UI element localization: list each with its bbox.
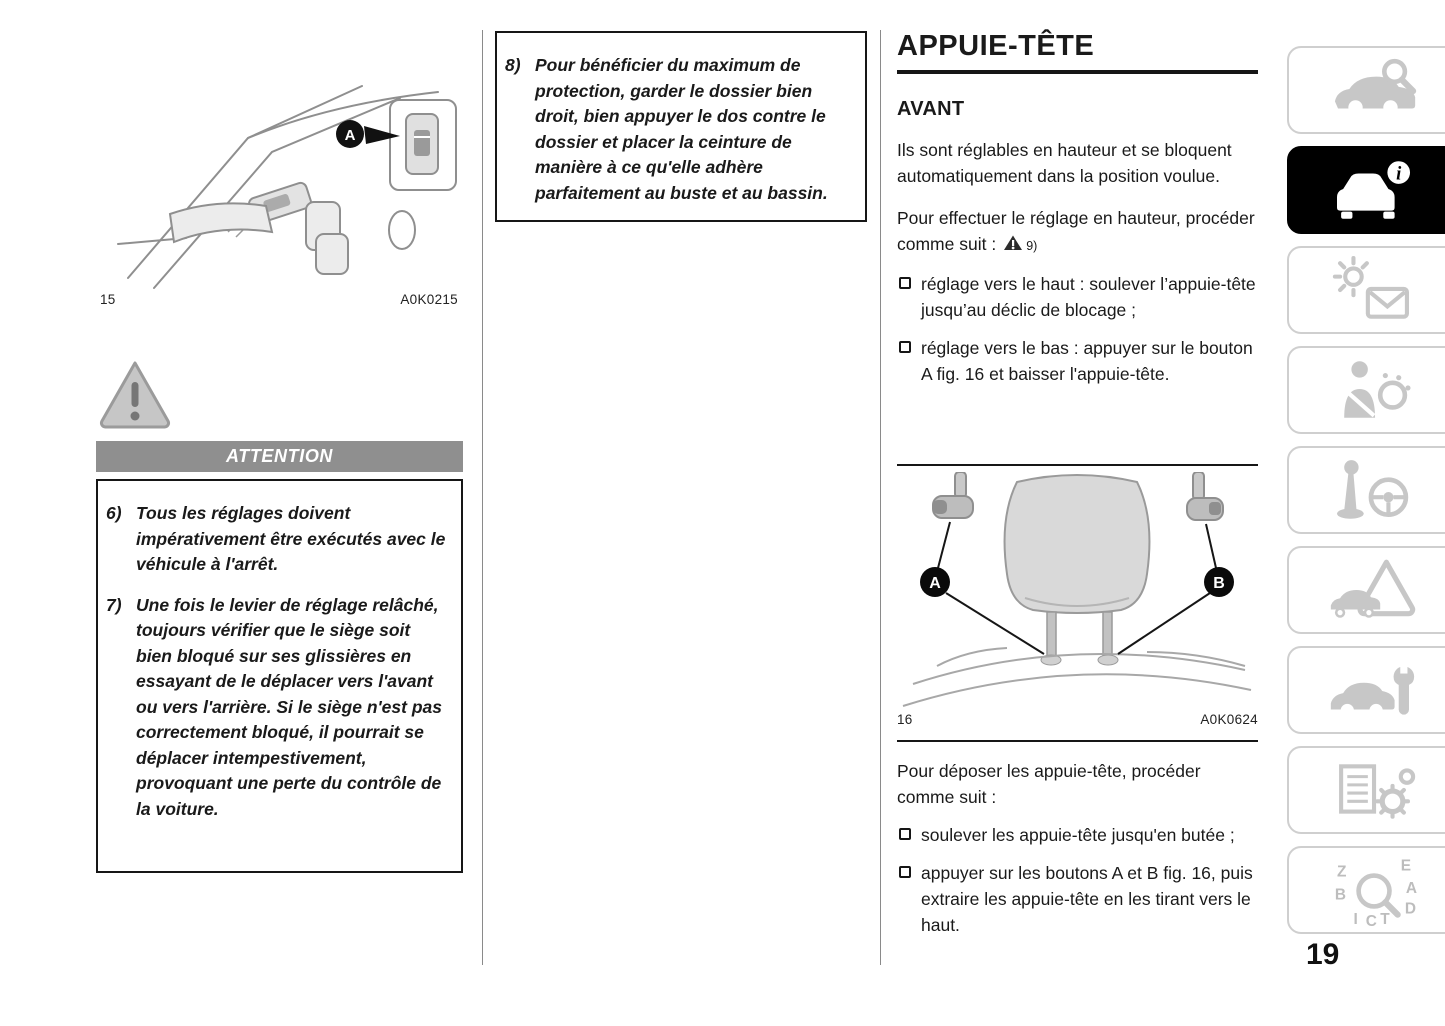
list-item (897, 860, 1258, 938)
index-letter: D (1404, 900, 1417, 918)
gearshift-steering-icon (1325, 454, 1421, 526)
list-item (897, 822, 1258, 848)
figure-16-headrest-illustration (897, 472, 1258, 708)
list-item (897, 335, 1258, 387)
figure-16-caption (897, 712, 1258, 727)
attention-title: ATTENTION (225, 446, 334, 466)
column-divider-left (482, 30, 483, 965)
figure16-label-b: B (1213, 575, 1225, 592)
list-item (897, 271, 1258, 323)
title-underline (897, 70, 1258, 74)
figure-15-number: 15 (100, 292, 116, 307)
sidebar-tab-starting-driving[interactable] (1287, 446, 1445, 534)
warning-item-8 (505, 53, 853, 206)
index-letter: B (1334, 886, 1347, 904)
warning-number: 6) (106, 503, 122, 523)
warning-triangle-icon (98, 358, 172, 432)
attention-header (96, 441, 463, 472)
page-number: 19 (1306, 938, 1340, 971)
sidebar-tab-index[interactable] (1287, 846, 1445, 934)
car-info-icon (1325, 154, 1421, 226)
emergency-triangle-icon (1325, 554, 1421, 626)
small-warning-triangle-icon (1003, 234, 1023, 252)
car-search-icon (1325, 54, 1421, 126)
technical-data-icon (1325, 754, 1421, 826)
lights-messages-icon (1325, 254, 1421, 326)
warning-number: 7) (106, 594, 122, 615)
sidebar-tab-dashboard-info[interactable] (1287, 146, 1445, 234)
figure16-label-a: A (929, 575, 941, 592)
warning-item-6 (106, 501, 449, 578)
figure-15-code: A0K0215 (400, 292, 458, 307)
index-letter: E (1400, 857, 1412, 875)
paragraph-with-note (897, 205, 1258, 259)
note-reference: 9) (1026, 238, 1038, 253)
headrest-body (1005, 475, 1150, 613)
index-letter: Z (1337, 863, 1347, 881)
square-bullet-icon (899, 277, 911, 289)
warning-text: Une fois le levier de réglage relâché, toujours vérifier que le siège soit bien bloqué sur ses glissières en essayant de le déplacer vers l'avant ou vers l'arrière. Si le siège n'est pas correctement bloqué, il pourrait se déplacer intempestivement, provoquant une perte du contrôle de la voiture. (136, 594, 442, 819)
section-title: APPUIE-TÊTE (897, 30, 1095, 62)
main-content-column (897, 30, 1258, 387)
sidebar-tab-emergency[interactable] (1287, 546, 1445, 634)
sidebar-tab-technical-data[interactable] (1287, 746, 1445, 834)
index-letter: C (1365, 913, 1377, 926)
figure-15-seat-belt-illustration (100, 42, 460, 290)
figure-16-top-rule (897, 464, 1258, 466)
paragraph: Pour déposer les appuie-tête, procéder comme suit : (897, 761, 1201, 807)
figure-15-caption (100, 292, 458, 307)
main-content-bottom (897, 758, 1258, 938)
paragraph-text: Pour effectuer le réglage en hauteur, procéder comme suit : (897, 207, 1255, 254)
info-symbol: i (1396, 164, 1402, 185)
warning-text: Tous les réglages doivent impérativement être exécutés avec le véhicule à l'arrêt. (136, 503, 446, 574)
subsection-title: AVANT (897, 97, 965, 120)
figure-16-code: A0K0624 (1200, 712, 1258, 727)
square-bullet-icon (899, 866, 911, 878)
safety-airbag-icon (1325, 354, 1421, 426)
list-item-text: réglage vers le haut : soulever l’appuie-tête jusqu’au déclic de blocage ; (921, 273, 1256, 320)
sidebar-tab-vehicle-overview[interactable] (1287, 46, 1445, 134)
figure-16-bottom-rule (897, 740, 1258, 742)
list-item-text: soulever les appuie-tête jusqu'en butée ; (921, 825, 1235, 845)
sidebar-tab-safety[interactable] (1287, 346, 1445, 434)
sidebar-tab-maintenance[interactable] (1287, 646, 1445, 734)
warning-item-7 (106, 593, 449, 823)
warning-text: Pour bénéficier du maximum de protection, garder le dossier bien droit, bien appuyer le dos contre le dossier et placer la ceinture de manière à ce qu'elle adhère parfaitement au buste et au bassin. (535, 55, 828, 203)
index-letter: T (1380, 910, 1390, 926)
square-bullet-icon (899, 341, 911, 353)
square-bullet-icon (899, 828, 911, 840)
warning-box-left (96, 479, 463, 873)
index-letter: A (1405, 880, 1418, 898)
column-divider-right (880, 30, 881, 965)
figure15-label-a: A (344, 127, 356, 144)
index-search-icon (1325, 854, 1421, 926)
figure-16-number: 16 (897, 712, 913, 727)
list-item-text: appuyer sur les boutons A et B fig. 16, puis extraire les appuie-tête en les tirant vers le haut. (921, 863, 1253, 935)
list-item-text: réglage vers le bas : appuyer sur le bouton A fig. 16 et baisser l'appuie-tête. (921, 337, 1253, 384)
warning-box-middle (495, 31, 867, 222)
index-letter: I (1353, 910, 1358, 926)
warning-number: 8) (505, 55, 521, 75)
maintenance-wrench-icon (1325, 654, 1421, 726)
sidebar-tab-warning-lights-messages[interactable] (1287, 246, 1445, 334)
paragraph: Ils sont réglables en hauteur et se bloquent automatiquement dans la position voulue. (897, 139, 1232, 186)
